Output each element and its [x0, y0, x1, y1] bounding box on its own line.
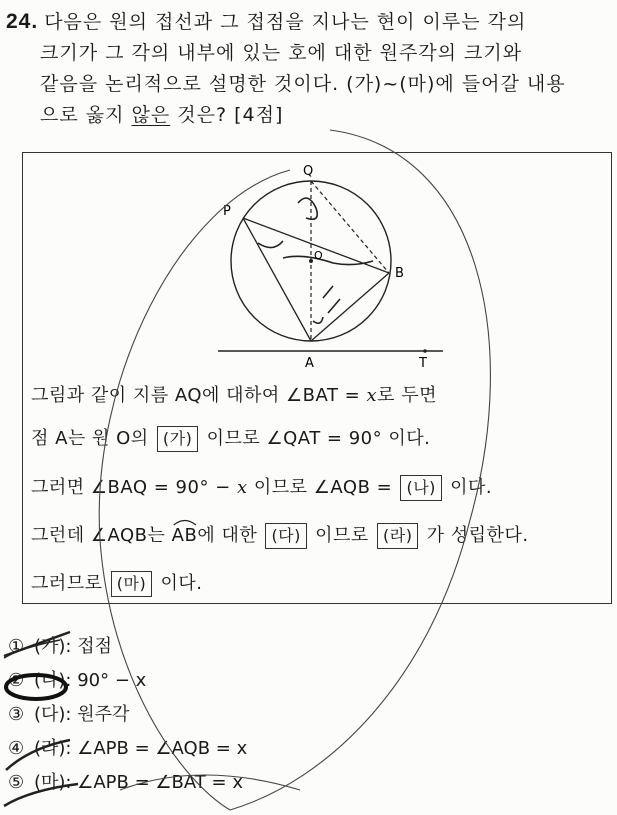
question-number: 24. — [6, 10, 39, 33]
question-line-3: 같음을 논리적으로 설명한 것이다. (가)~(마)에 들어갈 내용 — [40, 73, 566, 95]
option-3[interactable]: ③ (다): 원주각 — [8, 704, 130, 725]
chord-pa — [243, 218, 311, 341]
arc-ab: AB — [172, 525, 198, 546]
point-t-dot — [423, 349, 427, 353]
underlined-not: 않은 — [131, 104, 171, 126]
label-t: T — [419, 356, 427, 371]
question-stem — [6, 6, 610, 131]
blank-ma: (마) — [111, 571, 152, 597]
proof-line-5: 그러므로 (마) 이다. — [31, 569, 202, 597]
option-2[interactable]: ② (나): 90° − x — [8, 670, 147, 691]
option-1[interactable]: ① (가): 접점 — [8, 636, 112, 657]
blank-ga: (가) — [157, 426, 198, 452]
option-5[interactable]: ⑤ (마): ∠APB = ∠BAT = x — [8, 772, 243, 793]
answer-options — [8, 630, 408, 800]
question-line-2: 크기가 그 각의 내부에 있는 호에 대한 원주각의 크기와 — [40, 42, 523, 64]
question-line-4: 으로 옳지 않은 것은? [4점] — [40, 104, 284, 126]
proof-line-1: 그림과 같이 지름 AQ에 대하여 ∠BAT = x로 두면 — [31, 385, 438, 406]
label-a: A — [305, 356, 314, 371]
center-point — [309, 259, 313, 263]
proof-line-3: 그러면 ∠BAQ = 90° − x 이므로 ∠AQB = (나) 이다. — [31, 473, 492, 501]
label-q: Q — [303, 164, 314, 179]
proof-line-2: 점 A는 원 O의 (가) 이므로 ∠QAT = 90° 이다. — [31, 424, 430, 452]
proof-line-4: 그런데 ∠AQB는 AB에 대한 (다) 이므로 (라) 가 성립한다. — [31, 521, 529, 549]
blank-na: (나) — [400, 475, 441, 501]
proof-box — [22, 152, 612, 604]
label-b: B — [395, 266, 404, 281]
blank-da: (다) — [265, 523, 306, 549]
chord-pb — [243, 218, 389, 273]
label-p: P — [223, 204, 231, 219]
question-line-1: 24. 다음은 원의 접선과 그 접점을 지나는 현이 이루는 각의 — [6, 10, 527, 33]
blank-ra: (라) — [377, 523, 418, 549]
option-4[interactable]: ④ (라): ∠APB = ∠AQB = x — [8, 738, 248, 759]
label-o: O — [314, 249, 323, 262]
circle-tangent-figure — [213, 163, 443, 371]
